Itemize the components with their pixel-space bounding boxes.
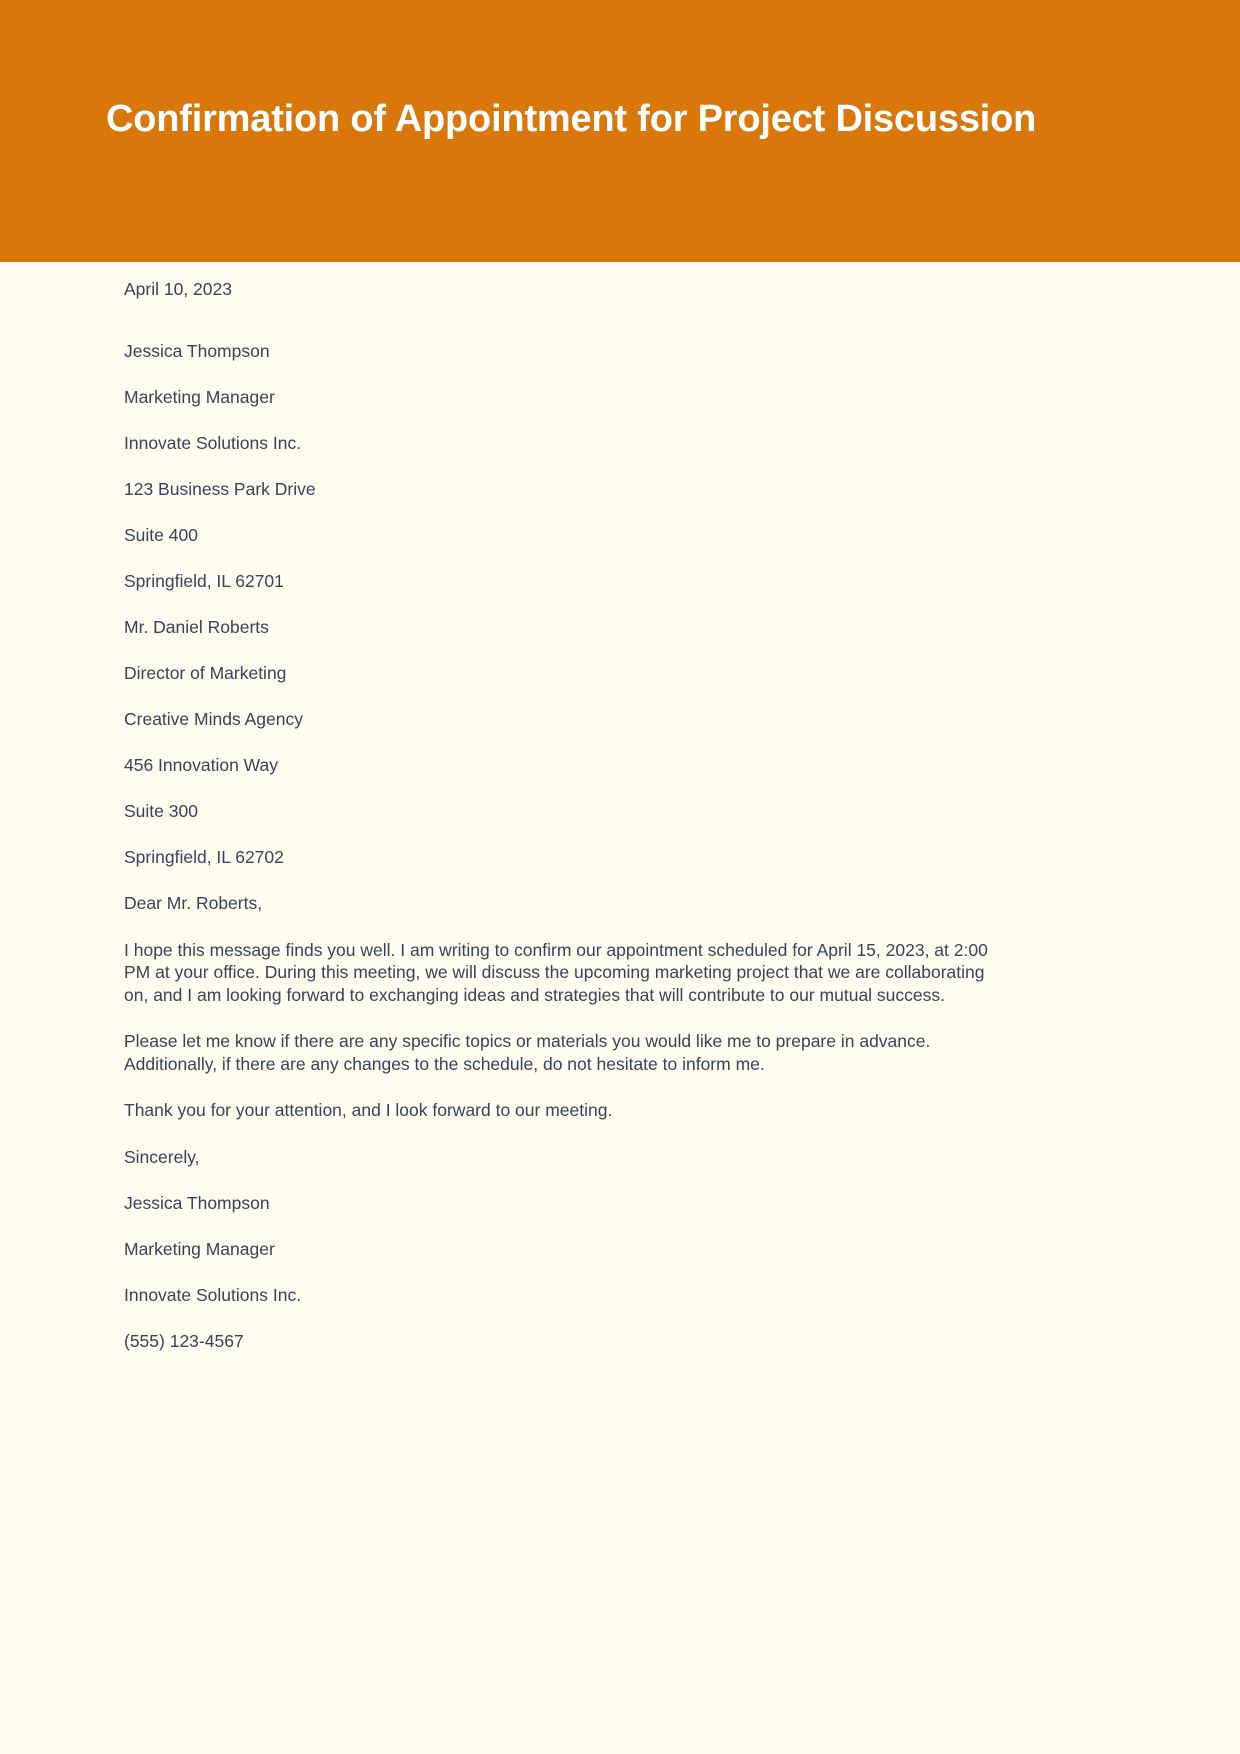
signature-name: Jessica Thompson	[124, 1192, 270, 1213]
recipient-title: Director of Marketing	[124, 663, 287, 683]
letter-date: April 10, 2023	[124, 279, 232, 299]
signature-company: Innovate Solutions Inc.	[124, 1284, 302, 1305]
sender-title: Marketing Manager	[124, 387, 275, 407]
closing: Sincerely,	[124, 1146, 200, 1167]
header-banner	[0, 0, 1240, 262]
signature-phone: (555) 123-4567	[124, 1330, 244, 1351]
sender-company: Innovate Solutions Inc.	[124, 433, 302, 453]
signature-title: Marketing Manager	[124, 1238, 275, 1259]
sender-city-state-zip: Springfield, IL 62701	[124, 571, 284, 591]
body-paragraph-2: Please let me know if there are any specific topics or materials you would like me to prepare in advance. Additionally, if there are any changes to the schedule, do not hesitate to inform me.	[124, 1031, 931, 1074]
page-title: Confirmation of Appointment for Project Discussion	[106, 98, 1037, 140]
recipient-company: Creative Minds Agency	[124, 709, 303, 729]
sender-street: 123 Business Park Drive	[124, 479, 316, 499]
sender-suite: Suite 400	[124, 525, 198, 545]
recipient-city-state-zip: Springfield, IL 62702	[124, 847, 284, 867]
recipient-name: Mr. Daniel Roberts	[124, 617, 269, 637]
recipient-suite: Suite 300	[124, 801, 198, 821]
salutation: Dear Mr. Roberts,	[124, 893, 263, 913]
body-paragraph-1: I hope this message finds you well. I am writing to confirm our appointment scheduled for April 15, 2023, at 2:00 PM at your office. During this meeting, we will discuss the upcoming marketing project that we are collaborating on, and I am looking forward to exchanging ideas and strategies that will contribute to our mutual success.	[124, 939, 988, 1005]
letter-content	[124, 262, 1120, 1376]
recipient-street: 456 Innovation Way	[124, 755, 279, 775]
body-paragraph-3: Thank you for your attention, and I look forward to our meeting.	[124, 1100, 613, 1120]
sender-name: Jessica Thompson	[124, 341, 270, 361]
